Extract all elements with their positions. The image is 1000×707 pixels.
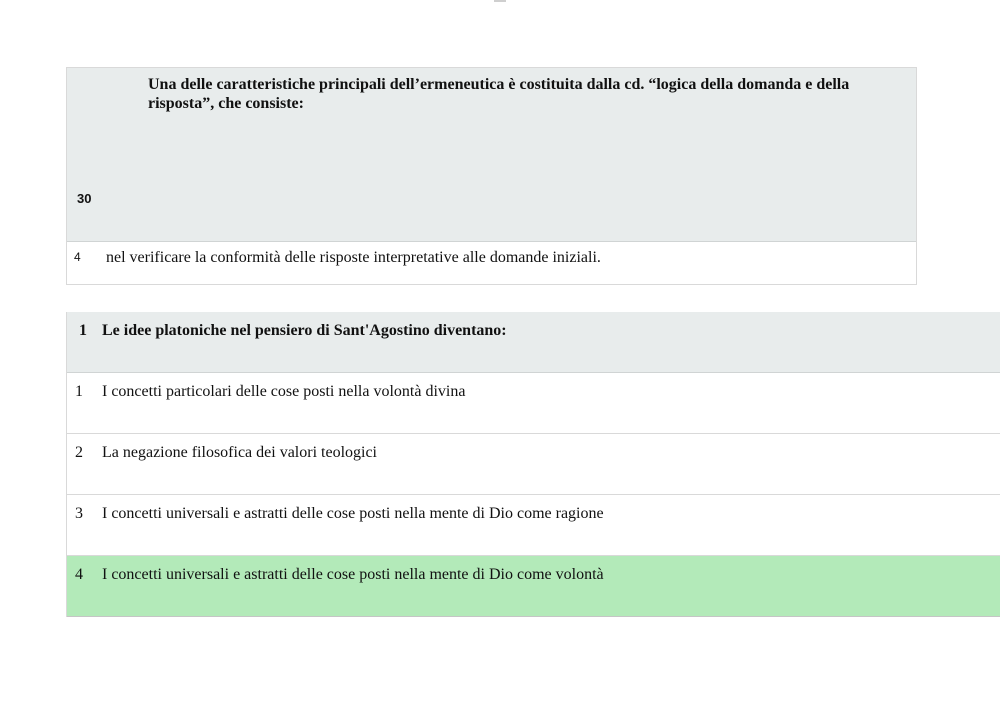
question-1-table	[66, 312, 1000, 617]
question-30-number: 30	[77, 191, 92, 206]
option-number: 2	[75, 444, 83, 461]
question-1-header	[67, 312, 1000, 373]
question-30-text: Una delle caratteristiche principali dell’ermeneutica è costituita dalla cd. “logica della domanda e della risposta”, che consiste:	[148, 76, 850, 112]
page-top-mark	[494, 0, 506, 2]
question-30-answer-number: 4	[74, 250, 81, 264]
option-number: 1	[75, 383, 83, 400]
question-1-text: Le idee platoniche nel pensiero di Sant'Agostino diventano:	[102, 322, 507, 339]
option-text: I concetti universali e astratti delle cose posti nella mente di Dio come ragione	[102, 505, 604, 522]
option-row	[67, 495, 1000, 556]
option-text: La negazione filosofica dei valori teologici	[102, 444, 377, 461]
option-text: I concetti universali e astratti delle cose posti nella mente di Dio come volontà	[102, 566, 604, 583]
option-row	[67, 373, 1000, 434]
option-text: I concetti particolari delle cose posti nella volontà divina	[102, 383, 466, 400]
option-number: 4	[75, 566, 83, 583]
question-30-table	[66, 67, 917, 285]
option-row-highlighted	[67, 556, 1000, 617]
question-30-answer-text: nel verificare la conformità delle risposte interpretative alle domande iniziali.	[106, 249, 601, 266]
question-30-header	[67, 68, 916, 242]
option-row	[67, 434, 1000, 495]
question-1-number: 1	[79, 322, 87, 339]
option-number: 3	[75, 505, 83, 522]
question-30-answer-row	[67, 242, 916, 284]
